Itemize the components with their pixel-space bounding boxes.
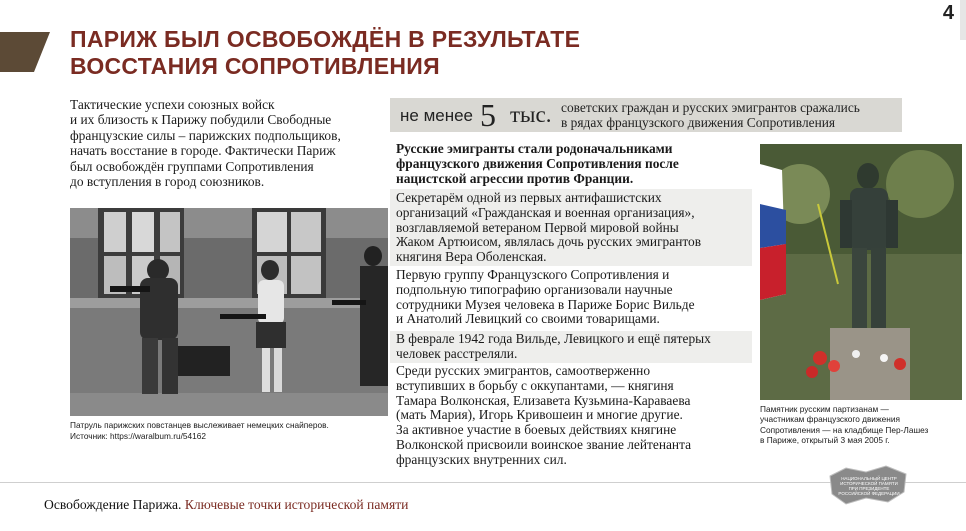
block-line: французского движения Сопротивления после bbox=[396, 155, 679, 171]
intro-text bbox=[70, 97, 400, 189]
block-line: Первую группу Французского Сопротивления и bbox=[396, 267, 670, 282]
footer-subtitle: Ключевые точки исторической памяти bbox=[184, 497, 409, 512]
logo-line: РОССИЙСКОЙ ФЕДЕРАЦИИ bbox=[838, 491, 900, 496]
intro-line: начать восстание в городе. Фактически Париж bbox=[70, 143, 336, 159]
caption-line: участникам французского движения bbox=[760, 414, 900, 425]
block-line: возглавляемой ветераном Первой мировой войны bbox=[396, 219, 679, 235]
partisan-monument-photo bbox=[760, 144, 962, 400]
text-block-emigrants bbox=[390, 142, 752, 186]
block-line: вступивших в борьбу с оккупантами, — княгиня bbox=[396, 377, 674, 393]
footer bbox=[44, 497, 408, 513]
block-line: Волконской присвоили воинское звание лейтенанта bbox=[396, 436, 692, 452]
banner-number: 5 bbox=[480, 97, 496, 133]
caption-line: Сопротивления — на кладбище Пер-Лашез bbox=[760, 424, 929, 435]
block-line: За активное участие в боевых действиях княгине bbox=[396, 422, 677, 438]
photo-caption-right bbox=[760, 404, 966, 445]
intro-line: французские силы – парижских подпольщиков, bbox=[70, 127, 341, 143]
block-line: Русские эмигранты стали родоначальниками bbox=[396, 141, 673, 156]
block-line: Тамара Волконская, Елизавета Кузьмина-Караваева bbox=[396, 392, 691, 408]
photo-caption-left bbox=[70, 420, 390, 442]
intro-line: был освобождён группами Сопротивления bbox=[70, 158, 314, 174]
text-block-volkonskaya bbox=[390, 364, 752, 468]
text-block-obolenskaya bbox=[390, 189, 752, 266]
page-number: 4 bbox=[942, 2, 954, 24]
logo-line: НАЦИОНАЛЬНЫЙ ЦЕНТР bbox=[841, 476, 897, 481]
logo-line: ПРИ ПРЕЗИДЕНТЕ bbox=[848, 486, 890, 491]
block-line: Жаком Артюисом, являлась дочь русских эмигрантов bbox=[396, 234, 702, 250]
block-line: нацистской агрессии против Франции. bbox=[396, 170, 634, 186]
caption-line: Памятник русским партизанам — bbox=[760, 404, 889, 414]
block-line: Секретарём одной из первых антифашистских bbox=[396, 190, 662, 205]
banner-text bbox=[561, 101, 906, 130]
text-block-executed bbox=[390, 331, 752, 363]
intro-line: Тактические успехи союзных войск bbox=[70, 97, 275, 112]
block-line: французских внутренних сил. bbox=[396, 451, 567, 467]
caption-line: Патруль парижских повстанцев выслеживает немецких снайперов. bbox=[70, 420, 329, 430]
resistance-patrol-photo bbox=[70, 208, 388, 416]
corner-mark bbox=[960, 0, 966, 40]
block-line: организаций «Гражданская и военная организация», bbox=[396, 204, 695, 220]
block-line: и Анатолий Левицкий со своими товарищами. bbox=[396, 311, 660, 327]
stat-banner bbox=[390, 98, 902, 132]
partisan-monument-photo-drawing bbox=[760, 144, 962, 400]
footer-title: Освобождение Парижа. bbox=[44, 497, 182, 512]
logo-text bbox=[836, 476, 902, 496]
banner-unit: тыс. bbox=[510, 102, 552, 127]
logo-line: ИСТОРИЧЕСКОЙ ПАМЯТИ bbox=[840, 481, 898, 486]
text-block-vilde bbox=[390, 268, 752, 327]
block-line: Среди русских эмигрантов, самоотверженно bbox=[396, 363, 651, 378]
block-line: человек расстреляли. bbox=[396, 345, 518, 361]
intro-line: и их близость к Парижу побудили Свободные bbox=[70, 112, 332, 128]
banner-prefix: не менее bbox=[400, 106, 474, 125]
banner-text-line: в рядах французского движения Сопротивления bbox=[561, 114, 836, 130]
block-line: (мать Мария), Игорь Кривошеин и многие другие. bbox=[396, 407, 683, 423]
page-title: ПАРИЖ БЫЛ ОСВОБОЖДЁН В РЕЗУЛЬТАТЕ ВОССТАНИЯ СОПРОТИВЛЕНИЯ bbox=[70, 26, 581, 79]
banner-text-line: советских граждан и русских эмигрантов сражались bbox=[561, 100, 860, 115]
block-line: сотрудники Музея человека в Париже Борис Вильде bbox=[396, 296, 695, 312]
footer-divider bbox=[0, 482, 966, 483]
caption-line: в Париже, открытый 3 мая 2005 г. bbox=[760, 434, 890, 445]
caption-source: Источник: https://waralbum.ru/54162 bbox=[70, 431, 206, 441]
resistance-patrol-photo-drawing bbox=[70, 208, 388, 416]
block-line: В феврале 1942 года Вильде, Левицкого и ещё пятерых bbox=[396, 331, 711, 346]
title-tab-shape bbox=[0, 32, 50, 72]
block-line: княгиня Вера Оболенская. bbox=[396, 249, 547, 265]
intro-line: до вступления в город союзников. bbox=[70, 174, 265, 190]
block-line: подпольную типографию организовали научные bbox=[396, 281, 673, 297]
